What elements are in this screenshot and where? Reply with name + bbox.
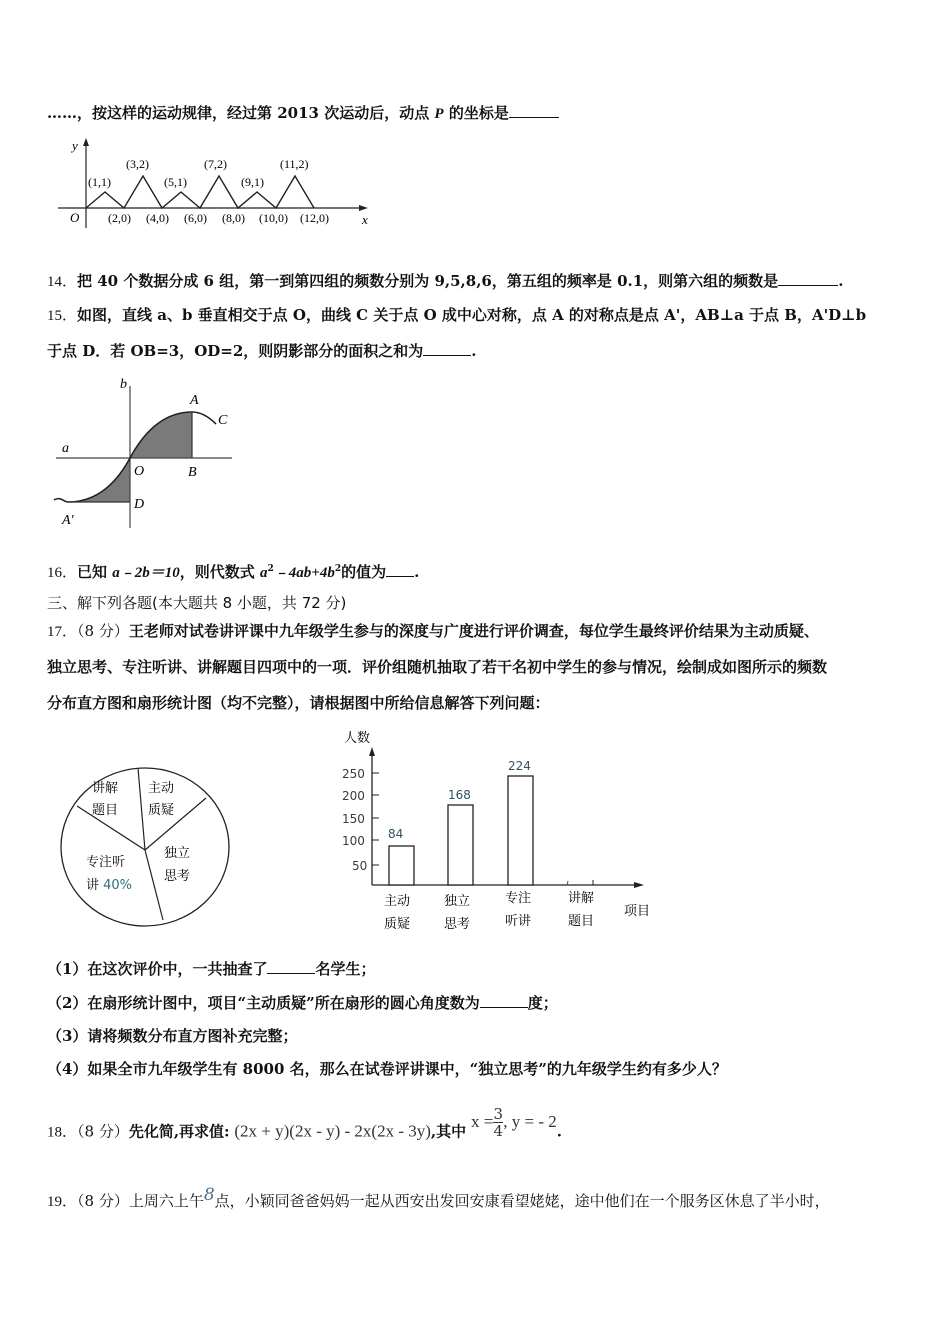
q17-sub2-blank[interactable] bbox=[480, 993, 528, 1008]
q15-answer-blank[interactable] bbox=[423, 341, 471, 356]
bar-value-168: 168 bbox=[448, 788, 471, 802]
q15-end: . bbox=[471, 342, 477, 360]
xcat-duli-1: 独立 bbox=[444, 894, 471, 909]
q17-sub1-blank[interactable] bbox=[267, 959, 315, 974]
label-b: b bbox=[120, 377, 127, 392]
ytick-200: 200 bbox=[342, 789, 365, 803]
label-O: O bbox=[134, 464, 145, 479]
q16-expr2-a: a bbox=[260, 565, 268, 581]
svg-text:(2,0): (2,0) bbox=[108, 211, 131, 225]
svg-text:(12,0): (12,0) bbox=[300, 211, 329, 225]
q15-body-1: 如图，直线 a、b 垂直相交于点 O，曲线 C 关于点 O 成中心对称，点 A 的对称点是点 A'，AB⊥a 于点 B，A'D⊥b bbox=[77, 306, 867, 324]
xcat-zhudong-2: 质疑 bbox=[384, 917, 411, 932]
bar-zhudong bbox=[389, 846, 414, 885]
label-A-prime: A' bbox=[62, 513, 74, 528]
q18-y-eq: , y = - 2 bbox=[503, 1111, 557, 1131]
q13-suffix: 的坐标是 bbox=[443, 104, 509, 122]
q16-expr1: a﹣2b＝10 bbox=[112, 565, 180, 581]
label-A: A bbox=[190, 393, 199, 408]
q18-instruction: 先化简,再求值: bbox=[128, 1122, 230, 1141]
q17-line1 bbox=[47, 621, 819, 642]
q17-sub2-after: 度； bbox=[527, 994, 558, 1012]
pie-label-duli-1: 独立 bbox=[164, 846, 191, 861]
xcat-duli-2: 思考 bbox=[444, 917, 471, 932]
q17-sub-4 bbox=[47, 1059, 727, 1079]
q17-bar-chart bbox=[330, 725, 670, 940]
q13-tail-text bbox=[47, 103, 559, 124]
bar-duli bbox=[448, 805, 473, 885]
svg-text:(10,0): (10,0) bbox=[259, 211, 288, 225]
ytick-150: 150 bbox=[342, 812, 365, 826]
q19-score: （8 分） bbox=[77, 1192, 129, 1210]
y-axis-label: y bbox=[72, 138, 78, 153]
q17-line3 bbox=[47, 693, 550, 713]
q19-post: 点，小颖同爸爸妈妈一起从西安出发回安康看望姥姥，途中他们在一个服务区休息了半小时， bbox=[214, 1192, 830, 1210]
q16-pre: 已知 bbox=[77, 563, 113, 581]
q19-text bbox=[47, 1185, 830, 1212]
q18-text bbox=[47, 1105, 563, 1149]
svg-text:(1,1): (1,1) bbox=[88, 175, 111, 189]
label-D: D bbox=[134, 497, 145, 512]
q17-pie-chart bbox=[56, 762, 236, 927]
q13-answer-blank[interactable] bbox=[509, 103, 559, 118]
pie-label-zhuanzhu-2: 讲 40% bbox=[86, 878, 133, 893]
q16-expr2-rest: ﹣4ab+4b bbox=[273, 565, 335, 581]
xcat-jiangjie-1: 讲解 bbox=[568, 891, 595, 906]
q17-line2 bbox=[47, 657, 827, 677]
q18-end: . bbox=[556, 1122, 563, 1141]
q16-text bbox=[47, 559, 419, 583]
q19-pre: 上周六上午 bbox=[128, 1192, 204, 1210]
svg-text:(3,2): (3,2) bbox=[126, 157, 149, 171]
q15-line2 bbox=[47, 341, 477, 361]
q14-body: 把 40 个数据分成 6 组，第一到第四组的频数分别为 9,5,8,6，第五组的频率是 0.1，则第六组的频数是 bbox=[77, 272, 779, 290]
q19-number: 19． bbox=[47, 1194, 78, 1210]
pie-label-jiangjie-1: 讲解 bbox=[92, 781, 119, 796]
section-3-title: 三、解下列各题(本大题共 8 小题，共 72 分) bbox=[47, 594, 347, 612]
bar-value-224: 224 bbox=[508, 759, 531, 773]
section-3-heading bbox=[47, 593, 346, 613]
q14-number: 14． bbox=[47, 274, 78, 290]
q13-zigzag-graph bbox=[44, 136, 374, 236]
pie-label-jiangjie-2: 题目 bbox=[92, 803, 119, 818]
ytick-250: 250 bbox=[342, 767, 365, 781]
q17-sub-1 bbox=[47, 959, 375, 979]
svg-text:(11,2): (11,2) bbox=[280, 157, 309, 171]
q16-sup-b: 2 bbox=[334, 564, 342, 574]
xcat-zhuanzhu-2: 听讲 bbox=[505, 914, 532, 929]
q14-answer-blank[interactable] bbox=[778, 271, 838, 286]
svg-text:(8,0): (8,0) bbox=[222, 211, 245, 225]
svg-text:(4,0): (4,0) bbox=[146, 211, 169, 225]
q18-number: 18． bbox=[47, 1124, 78, 1141]
q17-body-2: 独立思考、专注听讲、讲解题目四项中的一项．评价组随机抽取了若干名初中学生的参与情况，绘制成如图所示的频数 bbox=[47, 658, 828, 676]
bar-zhuanzhu bbox=[508, 776, 533, 885]
q16-number: 16． bbox=[47, 565, 78, 581]
xcat-zhuanzhu-1: 专注 bbox=[505, 891, 532, 906]
q17-sub-3 bbox=[47, 1026, 297, 1046]
q14-end: . bbox=[838, 272, 844, 290]
x-axis-title: 项目 bbox=[624, 904, 651, 919]
y-axis-title: 人数 bbox=[344, 731, 371, 746]
q18-x-eq: x = bbox=[470, 1111, 494, 1131]
ytick-100: 100 bbox=[342, 834, 365, 848]
q16-post: 的值为 bbox=[341, 563, 387, 581]
q16-mid: ，则代数式 bbox=[179, 563, 260, 581]
xcat-jiangjie-2: 题目 bbox=[568, 914, 595, 929]
q17-body-3: 分布直方图和扇形统计图（均不完整），请根据图中所给信息解答下列问题： bbox=[47, 694, 550, 712]
q13-prefix: ……，按这样的运动规律，经过第 2013 次运动后，动点 bbox=[47, 104, 435, 122]
q16-sup-a: 2 bbox=[267, 564, 274, 574]
q17-sub-2 bbox=[47, 993, 558, 1013]
pie-label-duli-2: 思考 bbox=[164, 869, 191, 884]
q19-hour: 8 bbox=[203, 1185, 215, 1205]
svg-text:(9,1): (9,1) bbox=[241, 175, 264, 189]
q18-mid: ,其中 bbox=[430, 1122, 467, 1141]
xcat-zhudong-1: 主动 bbox=[384, 894, 411, 909]
pie-percent-40: 40% bbox=[103, 878, 133, 893]
q18-frac-num: 3 bbox=[493, 1105, 504, 1123]
bar-value-84: 84 bbox=[388, 827, 404, 841]
label-B: B bbox=[188, 465, 197, 480]
pie-label-zhudong-1: 主动 bbox=[148, 781, 175, 796]
label-a: a bbox=[62, 441, 69, 456]
label-C: C bbox=[218, 413, 228, 428]
origin-label: O bbox=[70, 210, 80, 225]
pie-label-zhudong-2: 质疑 bbox=[148, 803, 175, 818]
q17-sub2-label: （2）在扇形统计图中，项目“主动质疑”所在扇形的圆心角度数为 bbox=[47, 994, 480, 1012]
x-axis-label: x bbox=[362, 212, 368, 227]
q18-fraction bbox=[493, 1106, 503, 1139]
ytick-50: 50 bbox=[352, 859, 368, 873]
q15-curve-figure bbox=[44, 372, 244, 532]
q17-body-1: 王老师对试卷讲评课中九年级学生参与的深度与广度进行评价调查，每位学生最终评价结果为主动质疑、 bbox=[128, 622, 819, 640]
pie-label-zhuanzhu-1: 专注听 bbox=[86, 855, 126, 870]
q15-body-2: 于点 D．若 OB=3，OD=2，则阴影部分的面积之和为 bbox=[47, 342, 424, 360]
q15-number: 15． bbox=[47, 308, 78, 324]
q16-answer-blank[interactable] bbox=[386, 562, 414, 577]
q17-sub3-label: （3）请将频数分布直方图补充完整； bbox=[47, 1027, 298, 1045]
q17-sub4-label: （4）如果全市九年级学生有 8000 名，那么在试卷评讲课中，“独立思考”的九年级学生约有多少人？ bbox=[47, 1060, 727, 1078]
q18-frac-den: 4 bbox=[493, 1122, 504, 1140]
q18-expression: (2x + y)(2x - y) - 2x(2x - 3y) bbox=[234, 1121, 431, 1141]
q17-score: （8 分） bbox=[77, 622, 129, 640]
q18-score: （8 分） bbox=[77, 1122, 129, 1141]
q15-line1 bbox=[47, 305, 866, 326]
svg-text:(6,0): (6,0) bbox=[184, 211, 207, 225]
q14-text bbox=[47, 271, 843, 292]
q17-number: 17． bbox=[47, 624, 78, 640]
q17-sub1-after: 名学生； bbox=[315, 960, 376, 978]
q13-var-p: P bbox=[434, 106, 444, 122]
q17-sub1-label: （1）在这次评价中，一共抽查了 bbox=[47, 960, 268, 978]
q16-end: . bbox=[414, 563, 420, 581]
svg-text:(5,1): (5,1) bbox=[164, 175, 187, 189]
svg-text:(7,2): (7,2) bbox=[204, 157, 227, 171]
